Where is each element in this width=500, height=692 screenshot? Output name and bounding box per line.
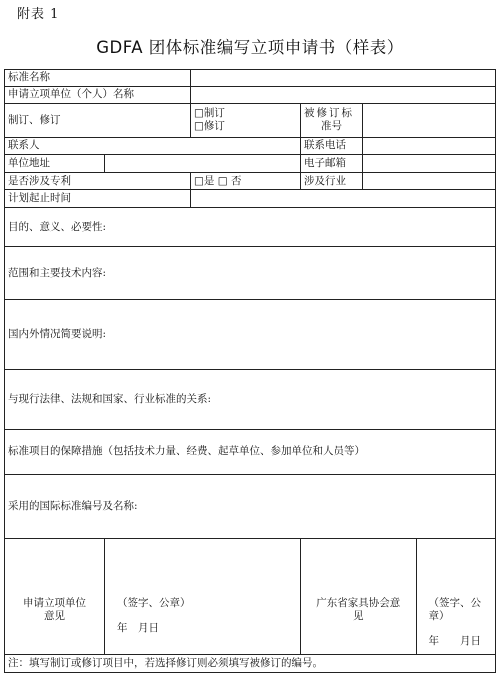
field-applicant-unit[interactable] — [191, 86, 496, 104]
field-email[interactable] — [363, 155, 496, 173]
row-applicant-unit — [5, 86, 496, 104]
association-area — [301, 539, 496, 655]
row-guarantee — [5, 430, 496, 475]
label-contact-person: 联系人 — [5, 137, 301, 155]
label-standard-name: 标准名称 — [5, 70, 191, 87]
label-revised-line2: 准号 — [321, 120, 342, 133]
row-scope — [5, 247, 496, 300]
label-email: 电子邮箱 — [301, 155, 363, 173]
application-form-table — [4, 69, 496, 673]
association-opinion-line1: 广东省家具协会意 — [316, 597, 401, 609]
applicant-opinion-line1: 申请立项单位 — [23, 597, 86, 609]
label-make-revise: 制订、修订 — [5, 104, 191, 137]
label-applicant-opinion — [5, 539, 105, 655]
field-revised-standard-number[interactable] — [363, 104, 496, 137]
patent-options[interactable]: □是 □ 否 — [191, 172, 301, 190]
applicant-signature-area[interactable] — [105, 539, 301, 655]
label-revised-line1: 被修订标 — [304, 107, 354, 120]
applicant-date: 年 月日 — [117, 622, 159, 635]
label-unit-address: 单位地址 — [5, 155, 105, 173]
row-patent — [5, 172, 496, 190]
section-scope[interactable]: 范围和主要技术内容: — [5, 247, 496, 300]
label-revised-standard-number — [301, 104, 363, 137]
section-guarantee[interactable]: 标准项目的保障措施（包括技术力量、经费、起草单位、参加单位和人员等） — [5, 430, 496, 475]
row-relation-laws — [5, 369, 496, 429]
label-planned-time: 计划起止时间 — [5, 190, 191, 208]
row-address — [5, 155, 496, 173]
form-title: GDFA 团体标准编写立项申请书（样表） — [96, 38, 404, 57]
row-intl-standard — [5, 474, 496, 538]
association-date: 年 月日 — [428, 635, 481, 648]
row-footnote — [5, 655, 496, 673]
annex-label: 附表 1 — [17, 7, 60, 22]
section-relation-laws[interactable]: 与现行法律、法规和国家、行业标准的关系: — [5, 369, 496, 429]
footnote: 注：填写制订或修订项目中，若选择修订则必须填写被修订的编号。 — [5, 655, 496, 673]
row-standard-name — [5, 70, 496, 87]
field-contact-phone[interactable] — [363, 137, 496, 155]
label-patent: 是否涉及专利 — [5, 172, 191, 190]
label-association-opinion — [301, 539, 416, 654]
row-make-revise — [5, 104, 496, 137]
association-inner — [301, 539, 495, 654]
row-signatures — [5, 539, 496, 655]
label-contact-phone: 联系电话 — [301, 137, 363, 155]
row-planned-time — [5, 190, 496, 208]
field-standard-name[interactable] — [191, 70, 496, 87]
field-unit-address[interactable] — [105, 155, 301, 173]
make-revise-options — [191, 104, 301, 137]
section-intl-standard[interactable]: 采用的国际标准编号及名称: — [5, 474, 496, 538]
association-signature-area[interactable] — [416, 539, 495, 654]
applicant-opinion-line2: 意见 — [44, 610, 65, 623]
section-domestic-foreign[interactable]: 国内外情况简要说明: — [5, 300, 496, 370]
field-industry[interactable] — [363, 172, 496, 190]
label-applicant-unit: 申请立项单位（个人）名称 — [5, 86, 191, 104]
applicant-sign-seal: （签字、公章） — [117, 597, 191, 609]
field-planned-time[interactable] — [191, 190, 496, 208]
row-contact — [5, 137, 496, 155]
row-domestic-foreign — [5, 300, 496, 370]
checkbox-make[interactable]: □制订 — [194, 107, 225, 120]
row-purpose — [5, 208, 496, 247]
section-purpose[interactable]: 目的、意义、必要性: — [5, 208, 496, 247]
association-opinion-line2: 见 — [353, 610, 364, 623]
label-industry: 涉及行业 — [301, 172, 363, 190]
association-sign-seal: （签字、公章） — [428, 597, 481, 623]
checkbox-revise[interactable]: □修订 — [194, 120, 225, 133]
